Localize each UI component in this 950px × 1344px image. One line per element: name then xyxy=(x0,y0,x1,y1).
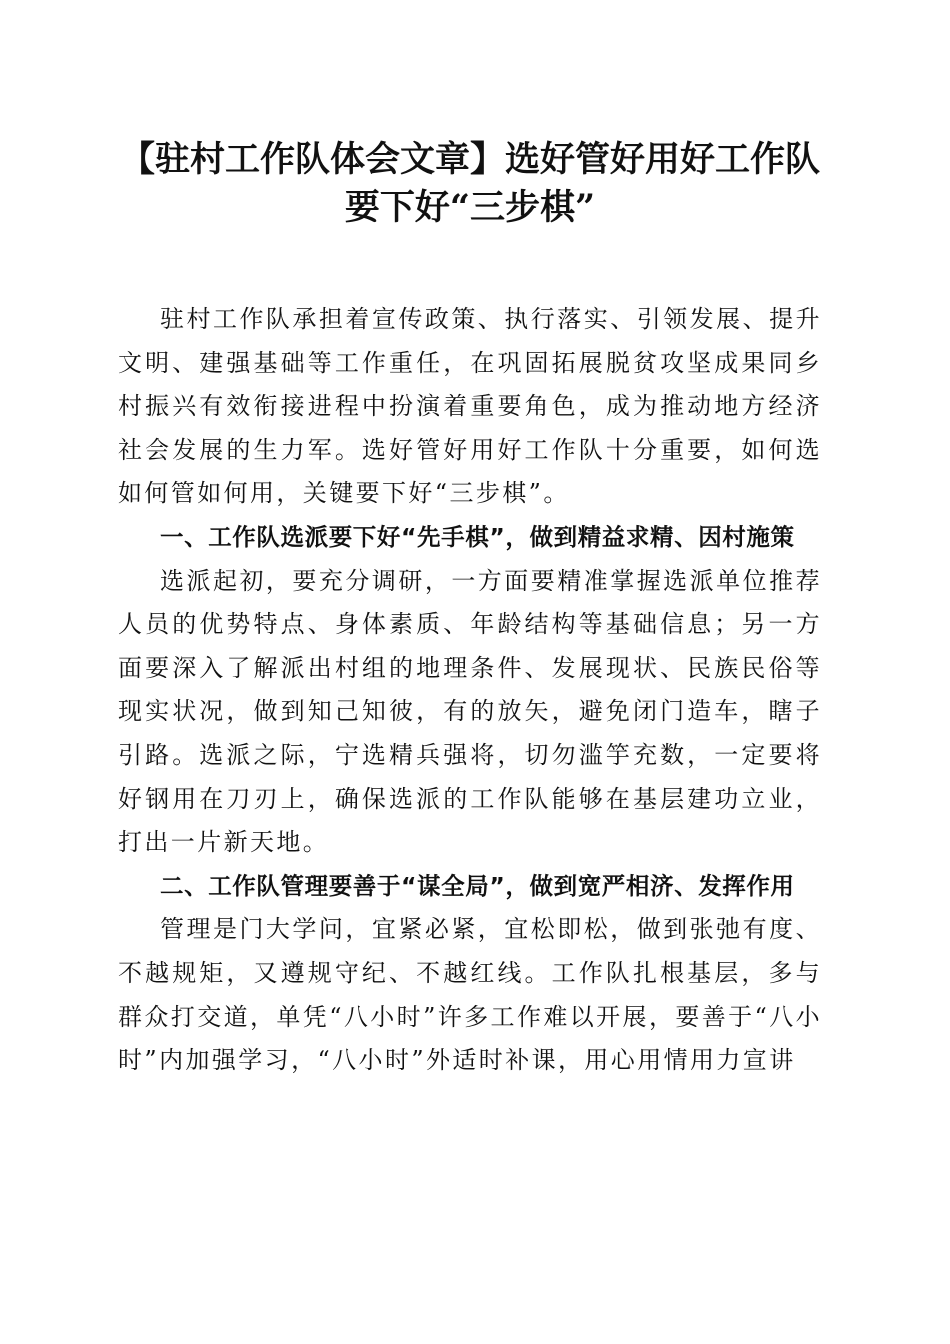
document-page xyxy=(118,136,822,1083)
section-1-paragraph: 选派起初，要充分调研，一方面要精准掌握选派单位推荐人员的优势特点、身体素质、年龄结构等基础信息；另一方面要深入了解派出村组的地理条件、发展现状、民族民俗等现实状况，做到知己知彼，有的放矢，避免闭门造车，瞎子引路。选派之际，宁选精兵强将，切勿滥竽充数，一定要将好钢用在刀刃上，确保选派的工作队能够在基层建功立业，打出一片新天地。 xyxy=(118,566,822,857)
intro-paragraph: 驻村工作队承担着宣传政策、执行落实、引领发展、提升文明、建强基础等工作重任，在巩固拓展脱贫攻坚成果同乡村振兴有效衔接进程中扮演着重要角色，成为推动地方经济社会发展的生力军。选好管好用好工作队十分重要，如何选如何管如何用，关键要下好“三步棋”。 xyxy=(118,305,822,508)
section-2-paragraph: 管理是门大学问，宜紧必紧，宜松即松，做到张弛有度、不越规矩，又遵规守纪、不越红线。工作队扎根基层，多与群众打交道，单凭“八小时”许多工作难以开展，要善于“八小时”内加强学习，“八小时”外适时补课，用心用情用力宣讲 xyxy=(118,915,823,1075)
section-2-heading: 二、工作队管理要善于“谋全局”，做到宽严相济、发挥作用 xyxy=(160,871,795,900)
section-1-heading: 一、工作队选派要下好“先手棋”，做到精益求精、因村施策 xyxy=(160,522,795,551)
document-title-line-2: 要下好“三步棋” xyxy=(344,187,596,228)
document-title-line-1: 【驻村工作队体会文章】选好管好用好工作队 xyxy=(119,139,820,180)
document-title xyxy=(118,136,822,232)
document-body xyxy=(118,298,822,1083)
